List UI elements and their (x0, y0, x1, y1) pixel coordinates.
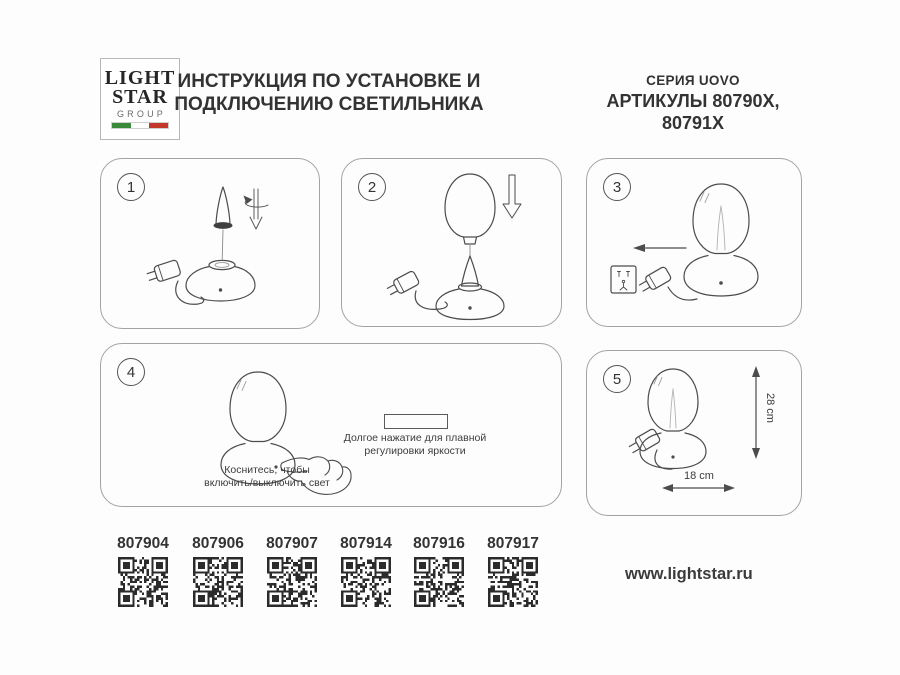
articles-line2: 80791X (661, 113, 725, 133)
qr-article-label: 807907 (266, 535, 318, 552)
website-url: www.lightstar.ru (625, 565, 753, 583)
step-2-number: 2 (358, 173, 386, 201)
step-5-panel (586, 350, 802, 516)
width-dimension-arrow-icon (662, 484, 735, 492)
qr-item (329, 535, 403, 612)
power-adapter-icon (638, 266, 672, 294)
qr-article-label: 807914 (340, 535, 392, 552)
qr-article-label: 807916 (413, 535, 465, 552)
qr-code (341, 557, 391, 607)
qr-item (255, 535, 329, 612)
qr-code (267, 557, 317, 607)
height-dimension-arrow-icon (752, 366, 760, 459)
step-5-number: 5 (603, 365, 631, 393)
articles-label (585, 90, 801, 134)
step-4-number: 4 (117, 358, 145, 386)
touch-caption-line2: включить/выключить свет (204, 477, 330, 489)
page-title (166, 70, 492, 116)
qr-item (476, 535, 550, 612)
down-arrow-icon (503, 175, 521, 218)
step-4-panel (100, 343, 562, 507)
qr-article-label: 807917 (487, 535, 539, 552)
rotate-arrow-icon (244, 189, 269, 229)
qr-item (181, 535, 255, 612)
qr-item (106, 535, 180, 612)
logo-word-star: STAR (112, 86, 168, 108)
step-1-panel (100, 158, 320, 329)
height-dimension-label: 28 cm (764, 393, 776, 423)
qr-code (193, 557, 243, 607)
qr-code (118, 557, 168, 607)
touch-caption (187, 464, 347, 490)
width-dimension-label: 18 cm (684, 470, 714, 482)
qr-code (414, 557, 464, 607)
step-3-panel (586, 158, 802, 327)
wall-socket-icon (611, 266, 636, 293)
touch-caption-line1: Коснитесь, чтобы (224, 464, 310, 476)
page-title-line2: ПОДКЛЮЧЕНИЮ СВЕТИЛЬНИКА (174, 94, 484, 115)
italian-flag-icon (111, 122, 169, 129)
logo-word-light: LIGHT (104, 67, 176, 89)
qr-article-label: 807906 (192, 535, 244, 552)
articles-line1: АРТИКУЛЫ 80790X, (606, 91, 780, 111)
qr-code (488, 557, 538, 607)
series-label: СЕРИЯ UOVO (646, 73, 740, 88)
step-2-panel (341, 158, 562, 327)
logo-word-group: GROUP (116, 109, 166, 119)
step-3-number: 3 (603, 173, 631, 201)
dimming-caption (304, 432, 526, 458)
qr-item (402, 535, 476, 612)
step-1-number: 1 (117, 173, 145, 201)
page-title-line1: ИНСТРУКЦИЯ ПО УСТАНОВКЕ И (177, 71, 481, 92)
power-adapter-icon (146, 259, 181, 284)
brightness-bar (384, 414, 448, 429)
series-block (585, 73, 801, 134)
qr-article-label: 807904 (117, 535, 169, 552)
power-adapter-icon (385, 270, 419, 298)
dimming-caption-line1: Долгое нажатие для плавной (343, 432, 487, 444)
left-arrow-icon (633, 244, 686, 252)
dimming-caption-line2: регулировки яркости (364, 445, 466, 457)
